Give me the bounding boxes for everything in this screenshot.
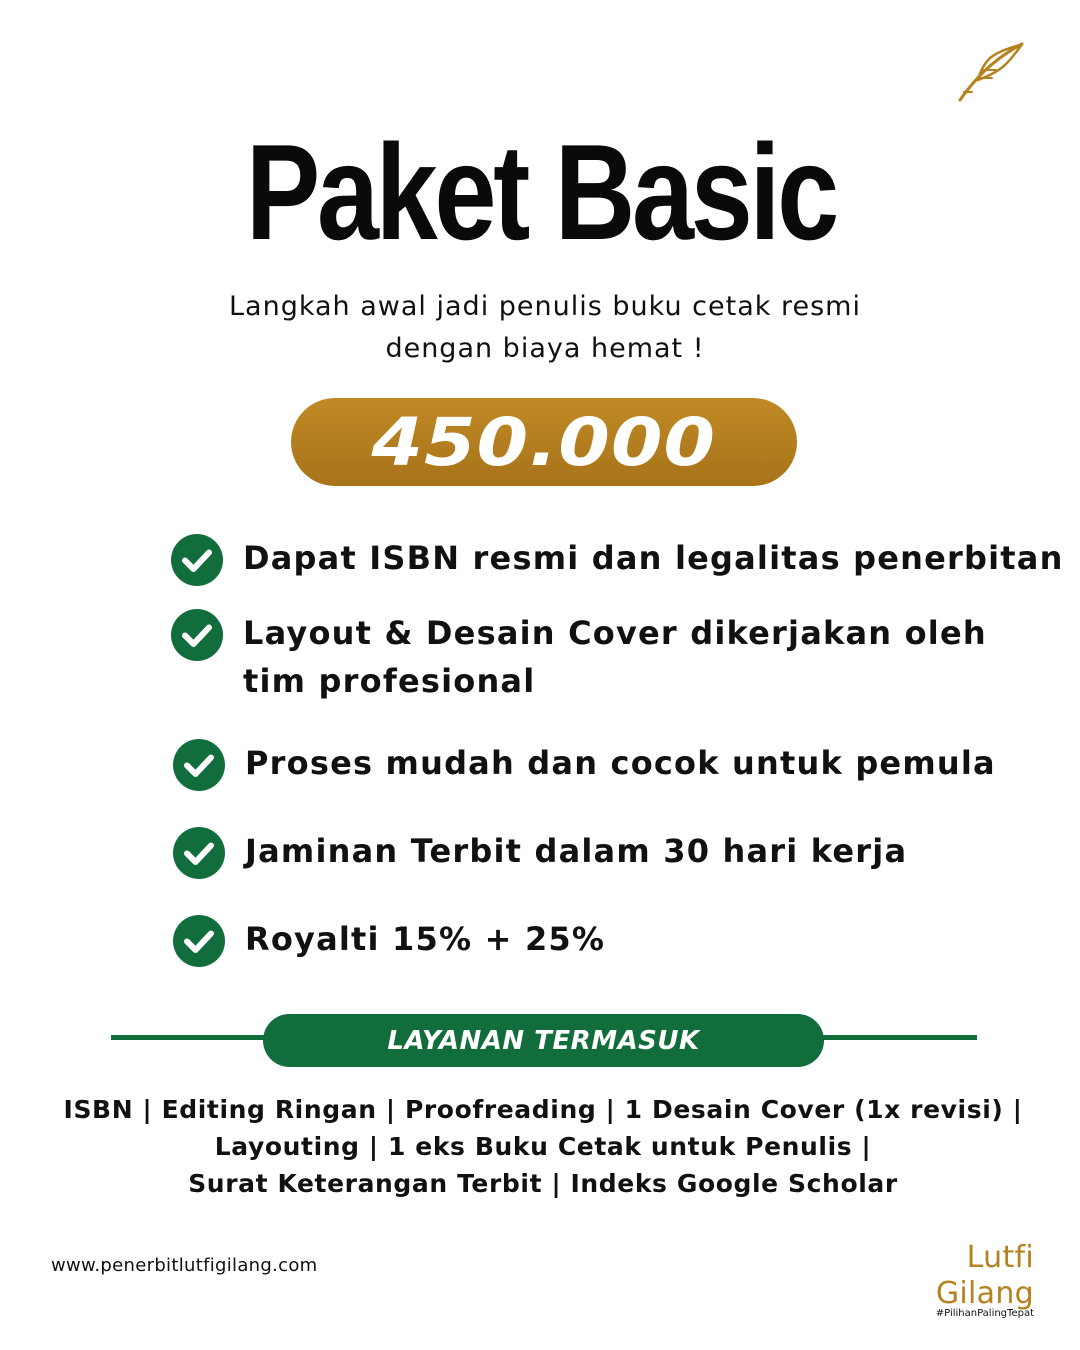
feature-text-line-1: Layout & Desain Cover dikerjakan oleh <box>243 614 987 652</box>
brand-logo <box>872 1240 1034 1320</box>
services-heading: LAYANAN TERMASUK <box>387 1025 700 1056</box>
subtitle-line-1: Langkah awal jadi penulis buku cetak resmi <box>229 291 861 322</box>
feature-text: Royalti 15% + 25% <box>245 920 606 958</box>
services-line-2: Layouting | 1 eks Buku Cetak untuk Penulis | <box>214 1132 872 1161</box>
check-circle-icon <box>172 914 226 968</box>
feature-text: Jaminan Terbit dalam 30 hari kerja <box>245 832 908 870</box>
check-circle-icon <box>172 738 226 792</box>
feature-text <box>243 609 1023 705</box>
page-title: Paket Basic <box>245 116 836 268</box>
price-value: 450.000 <box>371 403 717 481</box>
feature-text: Dapat ISBN resmi dan legalitas penerbitan <box>243 539 1064 577</box>
check-circle-icon <box>170 608 224 662</box>
services-list <box>0 1091 1080 1202</box>
services-heading-badge <box>263 1014 824 1067</box>
services-line-3: Surat Keterangan Terbit | Indeks Google Scholar <box>188 1169 898 1198</box>
feature-text-line-2: tim profesional <box>243 662 536 700</box>
check-circle-icon <box>172 826 226 880</box>
subtitle-line-2: dengan biaya hemat ! <box>385 333 705 364</box>
brand-name: Lutfi Gilang <box>935 1240 1034 1311</box>
brand-tagline: #PilihanPalingTepat <box>935 1308 1034 1319</box>
feature-text: Proses mudah dan cocok untuk pemula <box>245 744 996 782</box>
check-circle-icon <box>170 533 224 587</box>
website-link[interactable]: www.penerbitlutfigilang.com <box>51 1255 318 1276</box>
services-line-1: ISBN | Editing Ringan | Proofreading | 1 Desain Cover (1x revisi) | <box>63 1095 1023 1124</box>
